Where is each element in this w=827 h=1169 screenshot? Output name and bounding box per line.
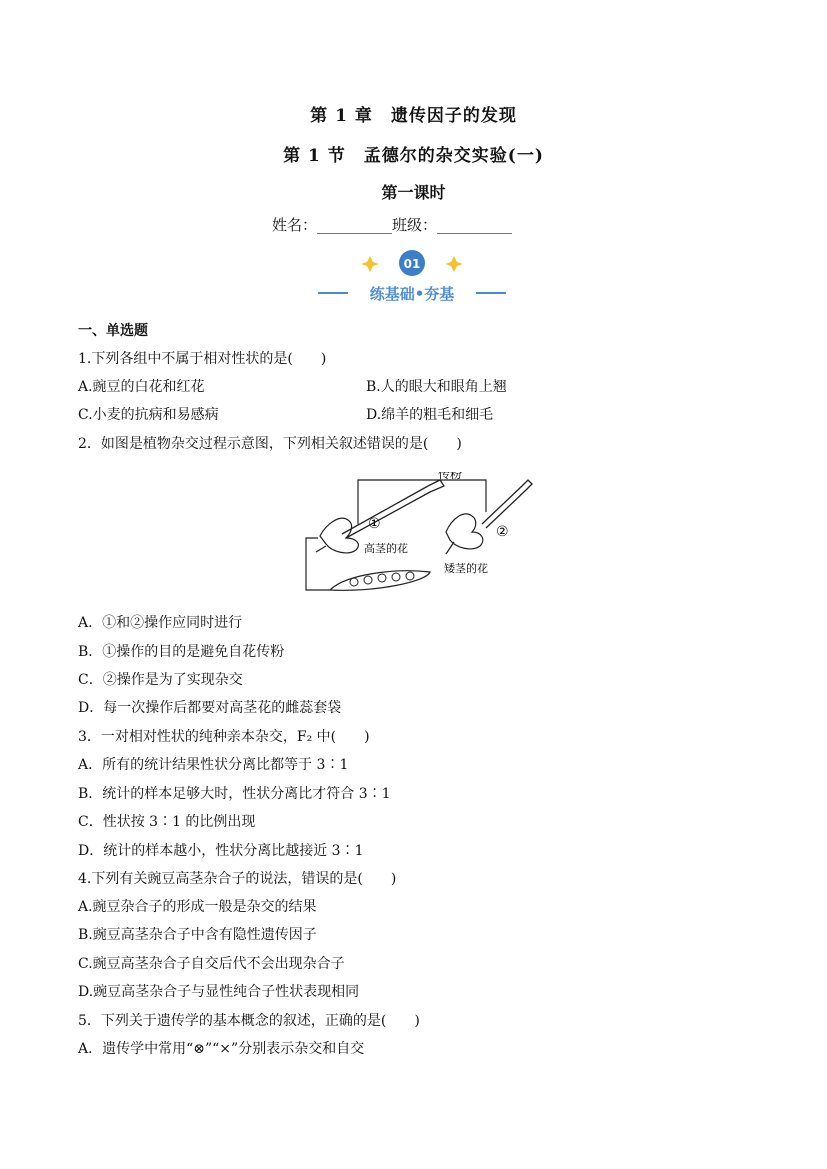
q3-option-a: A．所有的统计结果性状分离比都等于 3∶1 (78, 757, 349, 773)
q3-option-d: D．统计的样本越小，性状分离比越接近 3∶1 (78, 843, 364, 859)
step-2-marker: ② (496, 524, 509, 540)
tall-flower-drawing (320, 518, 358, 553)
tall-flower-stem (316, 546, 326, 552)
short-flower-label: 矮茎的花 (444, 562, 488, 575)
q5-option-a: A．遗传学中常用“⊗”“×”分别表示杂交和自交 (78, 1041, 365, 1057)
q4-option-c: C.豌豆高茎杂合子自交后代不会出现杂合子 (78, 956, 345, 972)
q1-option-b: B.人的眼大和眼角上翘 (366, 379, 507, 395)
star-icon (361, 256, 379, 272)
q2-option-a: A．①和②操作应同时进行 (78, 615, 243, 631)
q3-option-c: C．性状按 3∶1 的比例出现 (78, 814, 256, 830)
q4-stem: 4.下列有关豌豆高茎杂合子的说法，错误的是( ) (78, 871, 397, 887)
q4-option-b: B.豌豆高茎杂合子中含有隐性遗传因子 (78, 927, 317, 943)
tall-flower-label: 高茎的花 (364, 542, 408, 555)
q5-stem: 5．下列关于遗传学的基本概念的叙述，正确的是( ) (78, 1013, 420, 1029)
star-icon (445, 256, 463, 272)
step-1-marker: ① (368, 516, 381, 532)
q1-option-a: A.豌豆的白花和红花 (78, 379, 205, 395)
q1-stem: 1.下列各组中不属于相对性状的是( ) (78, 351, 327, 367)
hybridization-figure (296, 472, 536, 600)
section-title: 第 1 节 孟德尔的杂交实验(一) (283, 146, 544, 166)
q2-option-c: C．②操作是为了实现杂交 (78, 672, 243, 688)
short-flower-drawing (446, 514, 483, 549)
chapter-title: 第 1 章 遗传因子的发现 (310, 106, 517, 126)
hybridization-diagram (296, 472, 536, 600)
q2-option-b: B．①操作的目的是避免自花传粉 (78, 644, 285, 660)
badge-label: 练基础•夯基 (369, 285, 455, 303)
q2-option-d: D．每一次操作后都要对高茎花的雌蕊套袋 (78, 700, 342, 716)
q3-option-b: B．统计的样本足够大时，性状分离比才符合 3∶1 (78, 786, 391, 802)
pollination-label: 传粉 (438, 472, 463, 481)
q1-option-d: D.绵羊的粗毛和细毛 (366, 407, 494, 423)
badge-number: 01 (403, 257, 421, 271)
name-class-line: 姓名：__________班级：__________ (272, 216, 513, 234)
q2-stem: 2．如图是植物杂交过程示意图，下列相关叙述错误的是( ) (78, 436, 462, 452)
short-flower-stem (446, 542, 454, 554)
forceps-icon (342, 480, 444, 538)
pea-pod-drawing (330, 571, 430, 590)
q4-option-a: A.豌豆杂合子的形成一般是杂交的结果 (78, 899, 317, 915)
section-badge (318, 248, 508, 306)
question-section-heading: 一、单选题 (78, 323, 148, 339)
brush-icon (482, 480, 532, 528)
badge-graphic (318, 248, 508, 306)
q1-option-c: C.小麦的抗病和易感病 (78, 407, 219, 423)
lesson-title: 第一课时 (381, 183, 446, 202)
result-bracket-line (306, 538, 330, 590)
q3-stem: 3．一对相对性状的纯种亲本杂交，F₂ 中( ) (78, 729, 370, 745)
q4-option-d: D.豌豆高茎杂合子与显性纯合子性状表现相同 (78, 984, 360, 1000)
